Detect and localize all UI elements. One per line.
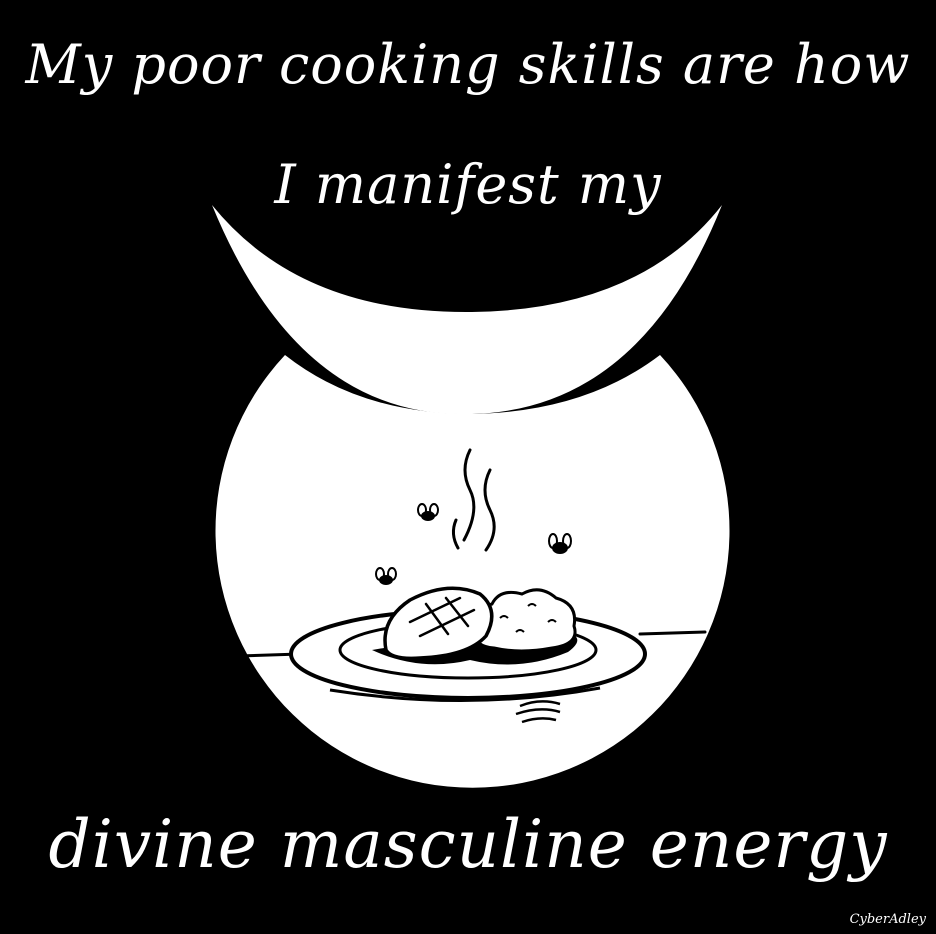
artist-signature: CyberAdley	[849, 912, 926, 927]
caption-top-line-2: I manifest my	[274, 153, 662, 216]
caption-bottom: divine masculine energy	[48, 806, 888, 883]
caption-top-line-1: My poor cooking skills are how	[25, 33, 911, 96]
taurus-circle-icon	[215, 355, 729, 788]
